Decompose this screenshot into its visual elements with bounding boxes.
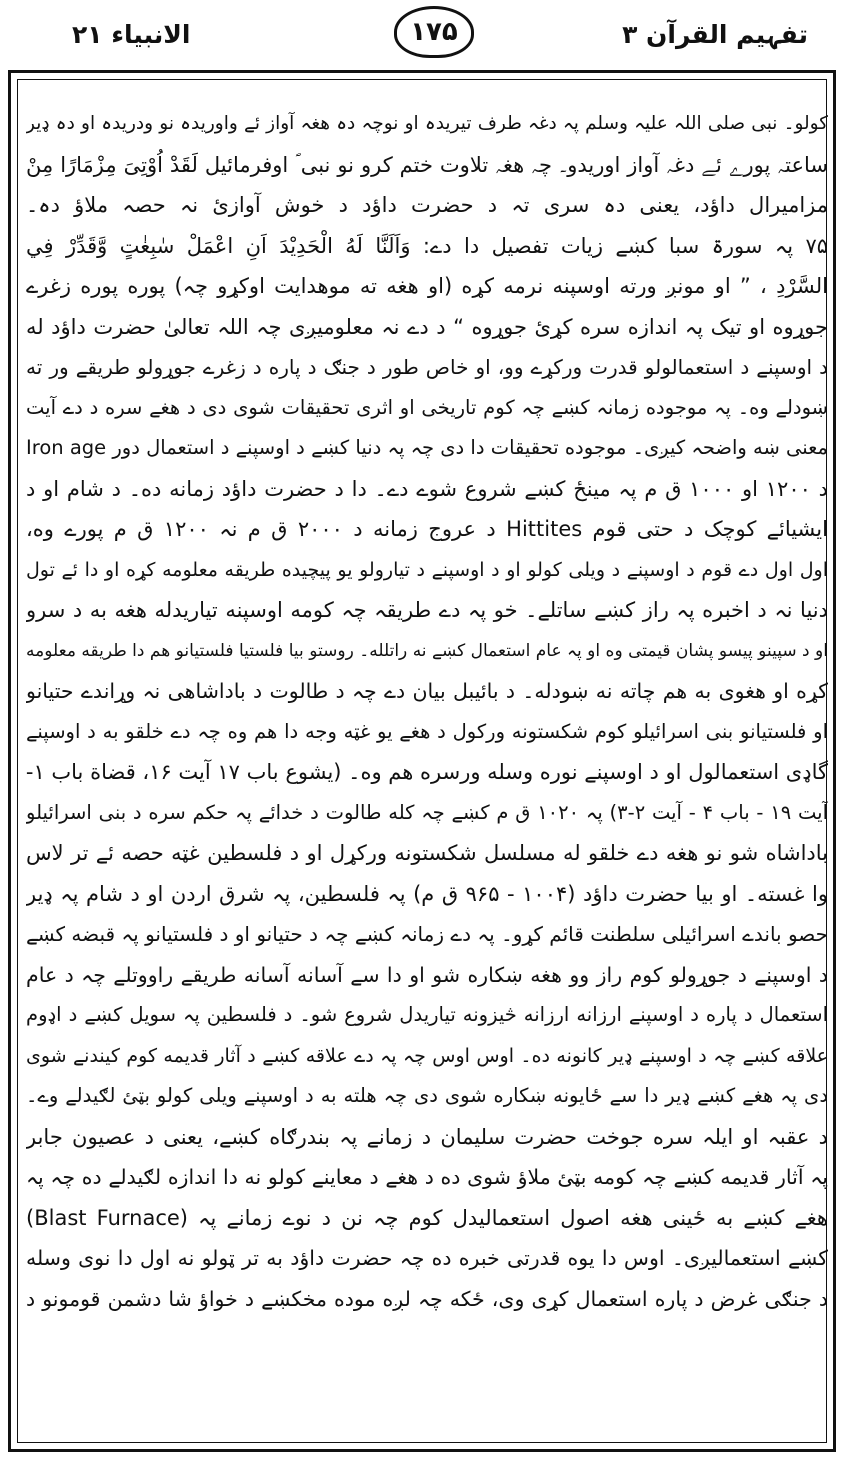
surah-heading: الانبیاء ۲۱ <box>72 20 191 49</box>
text-line: د اوسپنے د جوړولو کوم راز وو هغه ښکاره شو او دا سے آسانه آسانه طریقے راووتلے چہ د عام <box>26 962 828 987</box>
text-line: گاډی استعمالول او د اوسپنے نوره وسله ورسره هم وه۔ (یشوع باب ۱۷ آیت ۱۶، قضاة باب ۱- <box>26 760 828 784</box>
text-line: او د سپینو پیسو پشان قیمتی وه او پہ عام استعمال کښے نه راتلله۔ روستو بیا فلستیا فلستیانو هم دا طریقه معلومه <box>26 640 828 661</box>
text-line: باداشاه شو نو هغه دے خلقو له مسلسل شکستونه ورکړل او د فلسطین غټه حصه ئے تر لاس <box>26 841 828 865</box>
page-number: ۱۷۵ <box>394 6 474 58</box>
text-line: استعمال د پاره د اوسپنے ارزانه ارزانه څیزونه تیاریدل شروع شو۔ د فلسطین پہ سویل کښے د اډوم <box>26 1003 828 1026</box>
text-line: کښے استعمالیږی۔ اوس دا یوه قدرتی خبره ده چہ حضرت داؤد به تر ټولو نه اول دا نوی وسله <box>26 1246 828 1270</box>
text-line: اول اول دے قوم د اوسپنے د ویلی کولو او د اوسپنے د تیارولو یو پیچیده طریقه معلومه کړه او دا ئے تول <box>26 558 828 581</box>
text-line: آیت ۱۹ - باب ۴ - آیت ۲-۳) پہ ۱۰۲۰ ق م کښے چہ کله طالوت د خدائے پہ حکم سره د بنی اسرائیلو <box>26 800 828 824</box>
text-line: ساعتہ پورے ئے دغہ آواز اوریدو۔ چہ ھغہ تلاوت ختم کرو نو نبی ؐ اوفرمائیل لَقَدْ اُوْتِیَ مِزْمَارًا مِنْ <box>26 152 828 177</box>
text-line: ایشیائے کوچک د حتی قوم Hittites د عروج زمانه د ۲۰۰۰ ق م نہ ۱۲۰۰ ق م پورے وه، <box>26 517 828 541</box>
text-line: د اوسپنے د استعمالولو قدرت ورکړے وو، او خاص طور د جنګ د پاره د زغرے جوړولو طریقے ور ته <box>26 355 828 379</box>
text-line: ۷۵ پہ سورۃ سبا کښے زیات تفصیل دا دے: وَاَلَنَّا لَهُ الْحَدِيْدَ اَنِ اعْمَلْ سٰبِغٰتٍ وَّقَدِّرْ فِي <box>26 233 828 258</box>
text-line: هغے کښے به ځینی هغه اصول استعمالیدل کوم چہ نن د نوے زمانے پہ (Blast Furnace) <box>26 1205 828 1230</box>
text-line: پہ آثار قدیمه کښے چہ کومه بټئ ملاؤ شوی ده د هغے د معاینے کولو نه دا اندازه لګیدلے ده چہ پہ <box>26 1165 828 1189</box>
text-line: حصو باندے اسرائیلی سلطنت قائم کړو۔ پہ دے زمانہ کښے چہ د حتیانو او د فلستیانو پہ قبضه کښے <box>26 922 828 946</box>
text-line: دی پہ هغے کښے ډیر دا سے ځایونه ښکاره شوی دی چہ هلته به د اوسپنے ویلی کولو بټئ لګیدلے وے۔ <box>26 1084 828 1107</box>
book-title: تفہیم القرآن ۳ <box>622 20 808 49</box>
body-text <box>26 104 828 1319</box>
text-line: علاقه کښے چہ د اوسپنے ډیر کانونه ده۔ اوس اوس چہ پہ دے علاقه کښے د آثار قدیمه کوم کیندنے شوی <box>26 1044 828 1067</box>
text-line: د عقبہ او ایلہ سره جوخت حضرت سلیمان د زمانے پہ بندرګاه کښے، یعنی د عصیون جابر <box>26 1124 828 1149</box>
text-line: دنیا نہ د اخبره پہ راز کښے ساتلے۔ خو پہ دے طریقہ چہ کومه اوسپنه تیاریدله هغه به د سرو <box>26 598 828 622</box>
page-header <box>0 0 848 62</box>
text-line: وا غسته۔ او بیا حضرت داؤد (۱۰۰۴ - ۹۶۵ ق م) پہ فلسطین، پہ شرق اردن او د شام پہ ډیر <box>26 881 828 906</box>
text-line: کولو۔ نبی صلی اللہ علیہ وسلم پہ دغہ طرف تیریدہ او نوچہ دہ ھغہ آواز ئے واوریدہ نو ودریدہ او دہ ډیر <box>26 113 828 134</box>
text-line: کړه او هغوی به هم چاته نه ښودله۔ د بائیبل بیان دے چہ د طالوت د باداشاهی نہ وړاندے حتیانو <box>26 679 828 703</box>
text-line: د جنګی غرض د پاره استعمال کړی وی، ځکه چہ لږه موده مخکښے د خواؤ شا دشمن قومونو د <box>26 1286 828 1311</box>
text-line: معنی ښه واضحہ کیږی۔ موجوده تحقیقات دا دی چہ پہ دنیا کښے د اوسپنے د استعمال دور Iron age <box>26 436 828 459</box>
text-line: او فلستیانو بنی اسرائیلو کوم شکستونه ورکول د هغے یو غټه وجه دا هم وه چہ دے خلقو به د اوسپنے <box>26 719 828 743</box>
text-line: السَّرْدِ ، ” او مونږ ورته اوسپنه نرمه کړه (او هغه ته موهدایت اوکړو چہ) پوره پوره زغرے <box>26 274 828 298</box>
text-line: مزامیرال داؤد، یعنی دہ سری تہ د حضرت داؤد د خوش آوازئ نہ حصہ ملاؤ دہ۔ <box>26 193 828 217</box>
text-line: جوړوه او تیک پہ اندازه سره کړئ جوړوه “ د دے نہ معلومیږی چہ اللہ تعالیٰ حضرت داؤد له <box>26 314 828 339</box>
text-line: د ۱۲۰۰ او ۱۰۰۰ ق م پہ مینځ کښے شروع شوے دے۔ دا د حضرت داؤد زمانه ده۔ د شام او د <box>26 476 828 501</box>
text-line: ښودلے وه۔ پہ موجوده زمانہ کښے چہ کوم تاریخی او اثری تحقیقات شوی دی د هغے سره د دے آیت <box>26 395 828 419</box>
